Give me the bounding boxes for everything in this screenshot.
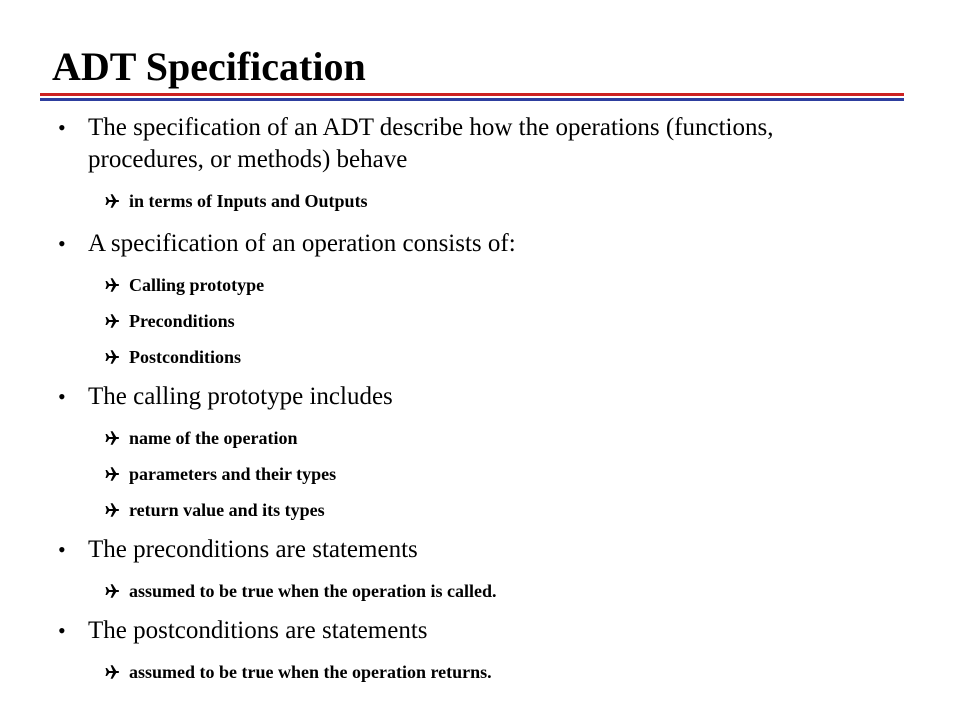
title-underline-blue: [40, 98, 904, 101]
bullet-text: The postconditions are statements: [88, 617, 428, 644]
sub-bullet: [0, 463, 960, 485]
sub-bullet: [0, 274, 960, 296]
sub-bullet-text: name of the operation: [129, 428, 298, 448]
bullet-dot: •: [58, 384, 66, 409]
sub-bullet: [0, 499, 960, 521]
airplane-icon: [104, 463, 120, 485]
sub-bullet-text: Postconditions: [129, 347, 242, 367]
bullet-text: The calling prototype includes: [88, 383, 393, 410]
sub-bullet: [0, 190, 960, 212]
airplane-icon: [104, 346, 120, 368]
bullet-operation-spec: [0, 228, 848, 260]
bullet-dot: •: [58, 618, 66, 643]
airplane-icon: [104, 310, 120, 332]
sub-bullet-text: in terms of Inputs and Outputs: [129, 191, 368, 211]
sub-bullet-text: Calling prototype: [129, 275, 265, 295]
slide-title: ADT Specification: [52, 44, 366, 89]
bullet-text: A specification of an operation consists of:: [88, 230, 516, 257]
bullet-adt-spec: [0, 112, 848, 176]
bullet-postconditions: [0, 615, 848, 647]
airplane-icon: [104, 190, 120, 212]
airplane-icon: [104, 427, 120, 449]
sub-bullet: [0, 661, 960, 683]
bullet-dot: •: [58, 231, 66, 256]
bullet-preconditions: [0, 534, 848, 566]
bullet-dot: •: [58, 115, 66, 140]
bullet-text: The specification of an ADT describe how the operations (functions, procedures, or methods) behave: [88, 114, 774, 173]
slide-content: [0, 112, 960, 683]
bullet-text: The preconditions are statements: [88, 536, 418, 563]
sub-bullet-text: assumed to be true when the operation is called.: [129, 581, 497, 601]
sub-bullet-text: assumed to be true when the operation returns.: [129, 662, 492, 682]
sub-bullet: [0, 427, 960, 449]
sub-bullet: [0, 346, 960, 368]
bullet-dot: •: [58, 537, 66, 562]
sub-bullet-text: return value and its types: [129, 500, 325, 520]
bullet-calling-prototype: [0, 381, 848, 413]
airplane-icon: [104, 580, 120, 602]
sub-bullet: [0, 580, 960, 602]
sub-bullet-text: parameters and their types: [129, 464, 337, 484]
title-underline-red: [40, 93, 904, 96]
airplane-icon: [104, 661, 120, 683]
sub-bullet-text: Preconditions: [129, 311, 235, 331]
sub-bullet: [0, 310, 960, 332]
airplane-icon: [104, 499, 120, 521]
airplane-icon: [104, 274, 120, 296]
